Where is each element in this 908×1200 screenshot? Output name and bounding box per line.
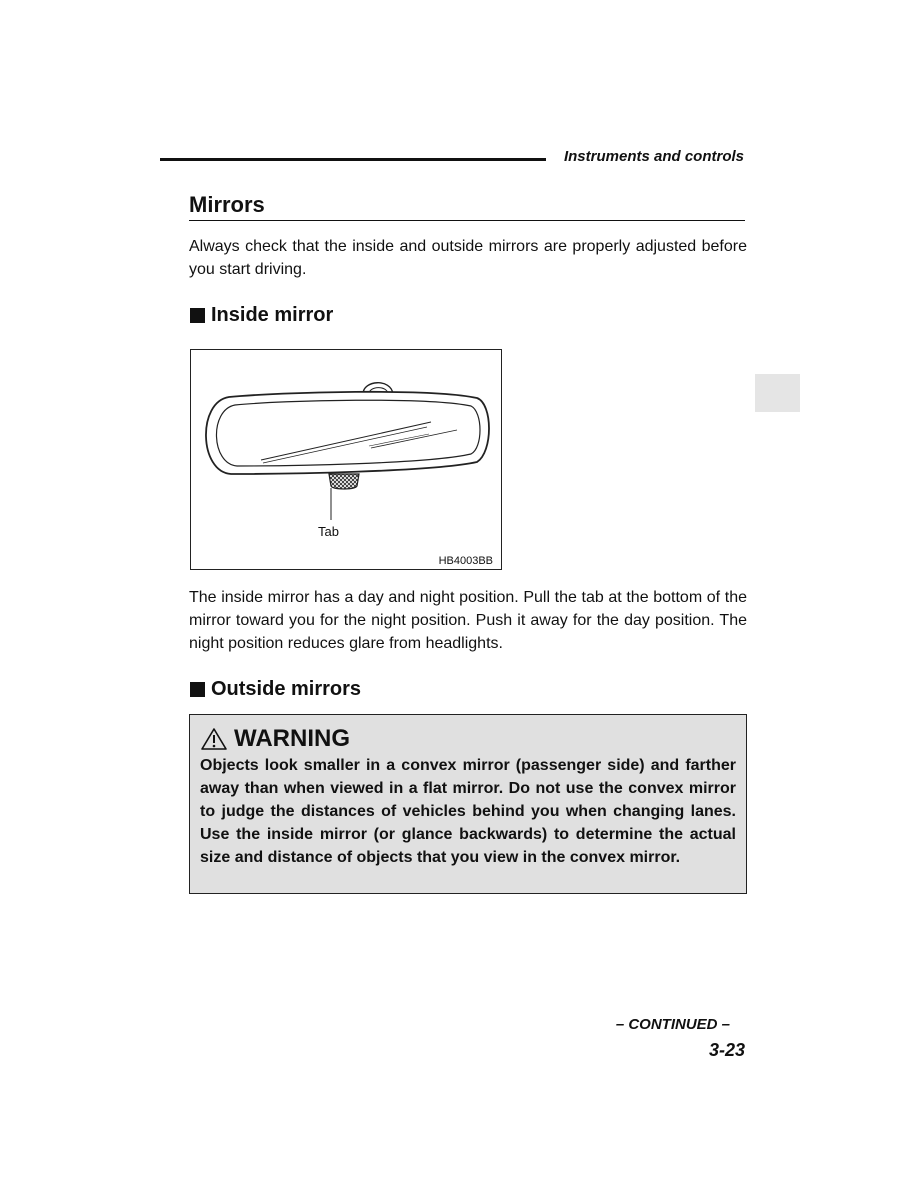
inside-mirror-heading [190, 304, 333, 327]
intro-paragraph: Always check that the inside and outside mirrors are properly adjusted before you start driving. [189, 238, 747, 278]
warning-text: Objects look smaller in a convex mirror (passenger side) and farther away than when viewed in a flat mirror. Do not use the convex mirror to judge the distances of vehicles behind you when changing lanes. Use the inside mirror (or glance backwards) to determine the actual size and distance of objects that you view in the convex mirror. [200, 757, 736, 866]
header-rule [160, 158, 546, 161]
warning-box [189, 714, 747, 894]
figure-code: HB4003BB [438, 555, 493, 567]
warning-triangle-icon [200, 727, 228, 751]
section-divider [189, 220, 745, 221]
rearview-mirror-illustration [191, 350, 503, 571]
warning-title: WARNING [234, 725, 350, 752]
inside-mirror-heading-text: Inside mirror [211, 304, 334, 326]
outside-mirrors-heading [190, 678, 361, 701]
inside-mirror-figure [190, 349, 502, 570]
chapter-thumb-tab [755, 374, 800, 412]
continued-label: – CONTINUED – [615, 1016, 730, 1033]
outside-mirrors-heading-text: Outside mirrors [211, 678, 362, 700]
header-title: Instruments and controls [563, 148, 744, 165]
section-title: Mirrors [189, 192, 265, 217]
page-number: 3-23 [708, 1040, 745, 1060]
square-bullet-icon [190, 308, 205, 323]
tab-label: Tab [318, 524, 339, 539]
warning-header [200, 725, 350, 753]
inside-mirror-paragraph: The inside mirror has a day and night position. Pull the tab at the bottom of the mirror toward you for the night position. Push it away for the day position. The night position reduces glare from headlights. [189, 589, 747, 652]
square-bullet-icon [190, 682, 205, 697]
